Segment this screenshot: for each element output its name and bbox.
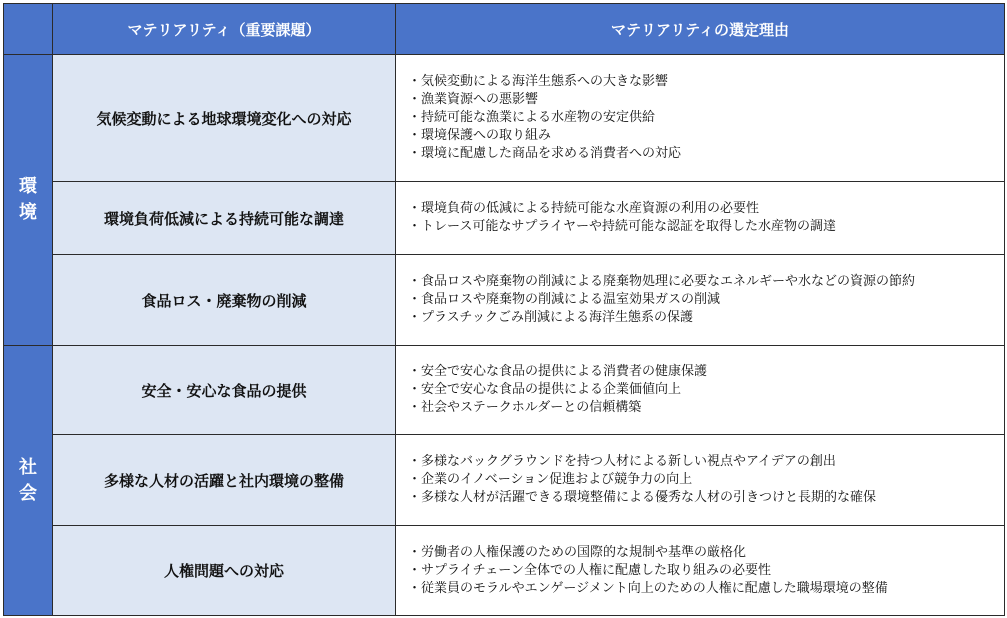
reason-item: ・サプライチェーン全体での人権に配慮した取り組みの必要性 <box>408 562 771 578</box>
reason-item: ・漁業資源への悪影響 <box>408 92 539 107</box>
materiality-cell: 安全・安心な食品の提供 <box>53 346 396 435</box>
reason-item: ・安全で安心な食品の提供による企業価値向上 <box>408 382 682 397</box>
table-row <box>4 255 1005 346</box>
reason-cell <box>396 346 1005 435</box>
table-row <box>4 346 1005 435</box>
materiality-table-frame <box>3 3 1004 615</box>
reason-item: ・安全で安心な食品の提供による消費者の健康保護 <box>408 364 708 379</box>
materiality-table <box>3 3 1005 616</box>
category-society <box>4 346 53 616</box>
reason-cell <box>396 526 1005 616</box>
materiality-cell: 多様な人材の活躍と社内環境の整備 <box>53 435 396 526</box>
reason-cell <box>396 55 1005 182</box>
reason-item: ・企業のイノベーション促進および競争力の向上 <box>408 472 693 487</box>
category-environment <box>4 55 53 346</box>
materiality-cell: 食品ロス・廃棄物の削減 <box>53 255 396 346</box>
reason-item: ・食品ロスや廃棄物の削減による温室効果ガスの削減 <box>408 292 721 307</box>
reason-item: ・トレース可能なサプライヤーや持続可能な認証を取得した水産物の調達 <box>408 219 836 234</box>
reason-cell <box>396 182 1005 255</box>
reason-item: ・社会やステークホルダーとの信頼構築 <box>408 400 642 415</box>
reason-item: ・気候変動による海洋生態系への大きな影響 <box>408 74 669 89</box>
reason-item: ・食品ロスや廃棄物の削減による廃棄物処理に必要なエネルギーや水などの資源の節約 <box>408 274 916 289</box>
category-society-char: 会 <box>19 482 37 504</box>
materiality-cell: 気候変動による地球環境変化への対応 <box>53 55 396 182</box>
materiality-cell: 人権問題への対応 <box>53 526 396 616</box>
reason-cell <box>396 255 1005 346</box>
table-row <box>4 182 1005 255</box>
reason-item: ・環境に配慮した商品を求める消費者への対応 <box>408 146 682 161</box>
reason-item: ・プラスチックごみ削減による海洋生態系の保護 <box>408 310 693 325</box>
table-row <box>4 435 1005 526</box>
table-row <box>4 55 1005 182</box>
reason-item: ・持続可能な漁業による水産物の安定供給 <box>408 110 656 125</box>
reason-item: ・従業員のモラルやエンゲージメント向上のための人権に配慮した職場環境の整備 <box>408 580 888 596</box>
header-reason: マテリアリティの選定理由 <box>396 4 1005 55</box>
category-environment-char: 境 <box>19 202 37 223</box>
table-row <box>4 526 1005 616</box>
reason-item: ・環境負荷の低減による持続可能な水産資源の利用の必要性 <box>408 201 760 216</box>
materiality-cell: 環境負荷低減による持続可能な調達 <box>53 182 396 255</box>
header-materiality: マテリアリティ（重要課題） <box>53 4 396 55</box>
reason-item: ・多様なバックグラウンドを持つ人材による新しい視点やアイデアの創出 <box>408 454 836 469</box>
reason-item: ・労働者の人権保護のための国際的な規制や基準の厳格化 <box>408 544 747 560</box>
category-society-char: 社 <box>19 456 37 478</box>
category-environment-char: 環 <box>19 176 37 197</box>
header-row <box>4 4 1005 55</box>
reason-item: ・環境保護への取り組み <box>408 128 552 143</box>
reason-item: ・多様な人材が活躍できる環境整備による優秀な人材の引きつけと長期的な確保 <box>408 490 877 505</box>
header-blank-cell <box>4 4 53 55</box>
reason-cell <box>396 435 1005 526</box>
